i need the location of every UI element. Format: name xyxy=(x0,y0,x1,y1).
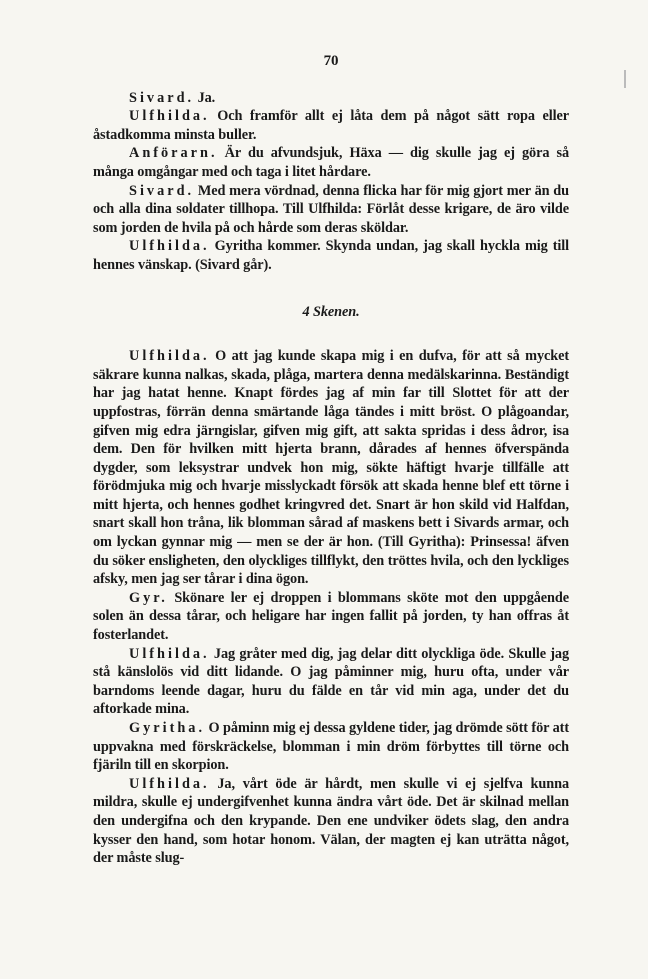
speaker-name: Gyr. xyxy=(129,589,168,606)
speaker-name: Ulfhilda. xyxy=(129,238,210,255)
speaker-name: Ulfhilda. xyxy=(129,348,210,365)
dialogue-paragraph xyxy=(93,89,569,108)
speaker-name: Ulfhilda. xyxy=(129,108,210,125)
speech-text: Skönare ler ej droppen i blommans sköte mot den uppgående solen än dessa tårar, och heligare har ingen fallit på jorden, ty han offras åt fosterlandet. xyxy=(93,589,569,644)
speech-text: O att jag kunde skapa mig i en dufva, för att så mycket säkrare kunna nalkas, skada, plåga, martera denna medälskarinna. Beständigt har jag hatat henne. Knapt fördes jag af min far till Slottet för att der uppfostras, förrän denna smärtande låga tändes i mitt bröst. O plågoandar, gifven mig edra järngislar, gifven mig gift, att sakta spridas i dess ådror, isa dem. Den för hvilken mitt hjerta brann, dårades af hennes öfverspända dygder, som leksystrar undvek hon mig, sökte häftigt hvarje tillfälle att förödmjuka mig och hvarje misslyckadt försök att skada henne blef ett törne i mitt hjerta, och hennes godhet kringvred det. Snart är hon skild vid Halfdan, snart skall hon tråna, lik blomman sårad af maskens bett i Sivards armar, och om lyckan gynnar mig — men se der är hon. (Till Gyritha): Prinsessa! äfven du söker ensligheten, den olyckliges tillflykt, den tröttes hvila, och den lyckliges afsky, men jag ser tårar i dina ögon. xyxy=(93,348,569,588)
speech-text: Ja, vårt öde är hårdt, men skulle vi ej sjelfva kunna mildra, skulle ej undergifvenhet kunna ändra vårt öde. Det är skilnad mellan den undergifna och den krypande. Den ene undviker ödets slag, den andra kysser den hand, som hotar honom. Välan, der magten ej kan uträtta något, der måste slug- xyxy=(93,775,569,867)
speaker-name: Anförarn. xyxy=(129,145,218,162)
speaker-name: Ulfhilda. xyxy=(129,645,210,662)
speaker-name: Sivard. xyxy=(129,182,195,199)
speech-text: Är du afvundsjuk, Häxa — dig skulle jag ej göra så många omgångar med och taga i litet hårdare. xyxy=(93,145,569,180)
dialogue-after-scene xyxy=(93,347,569,868)
speech-text: Ja. xyxy=(194,89,216,106)
dialogue-paragraph xyxy=(93,182,569,238)
dialogue-paragraph xyxy=(93,144,569,181)
dialogue-paragraph xyxy=(93,347,569,589)
book-page xyxy=(93,52,569,868)
dialogue-paragraph xyxy=(93,107,569,144)
speech-text: Och framför allt ej låta dem på något sätt ropa eller åstadkomma minsta buller. xyxy=(93,108,569,143)
scene-heading: 4 Skenen. xyxy=(302,303,360,320)
speaker-name: Ulfhilda. xyxy=(129,775,210,792)
speech-text: Gyritha kommer. Skynda undan, jag skall hyckla mig till hennes vänskap. (Sivard går). xyxy=(93,238,569,273)
dialogue-paragraph xyxy=(93,775,569,868)
scan-edge-mark xyxy=(624,70,626,88)
dialogue-paragraph xyxy=(93,719,569,775)
speaker-name: Sivard. xyxy=(129,89,195,106)
speech-text: Jag gråter med dig, jag delar ditt olyckliga öde. Skulle jag stå känslolös vid ditt lidande. O jag påminner mig, huru ofta, under vår barndoms leende dagar, huru du fälde en tår vid min aga, under det du aftorkade mina. xyxy=(93,645,569,718)
speaker-name: Gyritha. xyxy=(129,720,206,736)
dialogue-paragraph xyxy=(93,645,569,719)
dialogue-before-scene xyxy=(93,89,569,275)
dialogue-paragraph xyxy=(93,237,569,274)
page-number: 70 xyxy=(323,53,339,69)
speech-text: Med mera vördnad, denna flicka har för mig gjort mer än du och alla dina soldater tillhopa. Till Ulfhilda: Förlåt desse krigare, de äro vilde som jorden de hvila på och hårde som deras sköldar. xyxy=(93,182,569,236)
dialogue-paragraph xyxy=(93,589,569,645)
speech-text: O påminn mig ej dessa gyldene tider, jag drömde sött för att uppvakna med förskräckelse, blomman i min dröm förbyttes till törne och fjäriln till en skorpion. xyxy=(93,720,569,774)
